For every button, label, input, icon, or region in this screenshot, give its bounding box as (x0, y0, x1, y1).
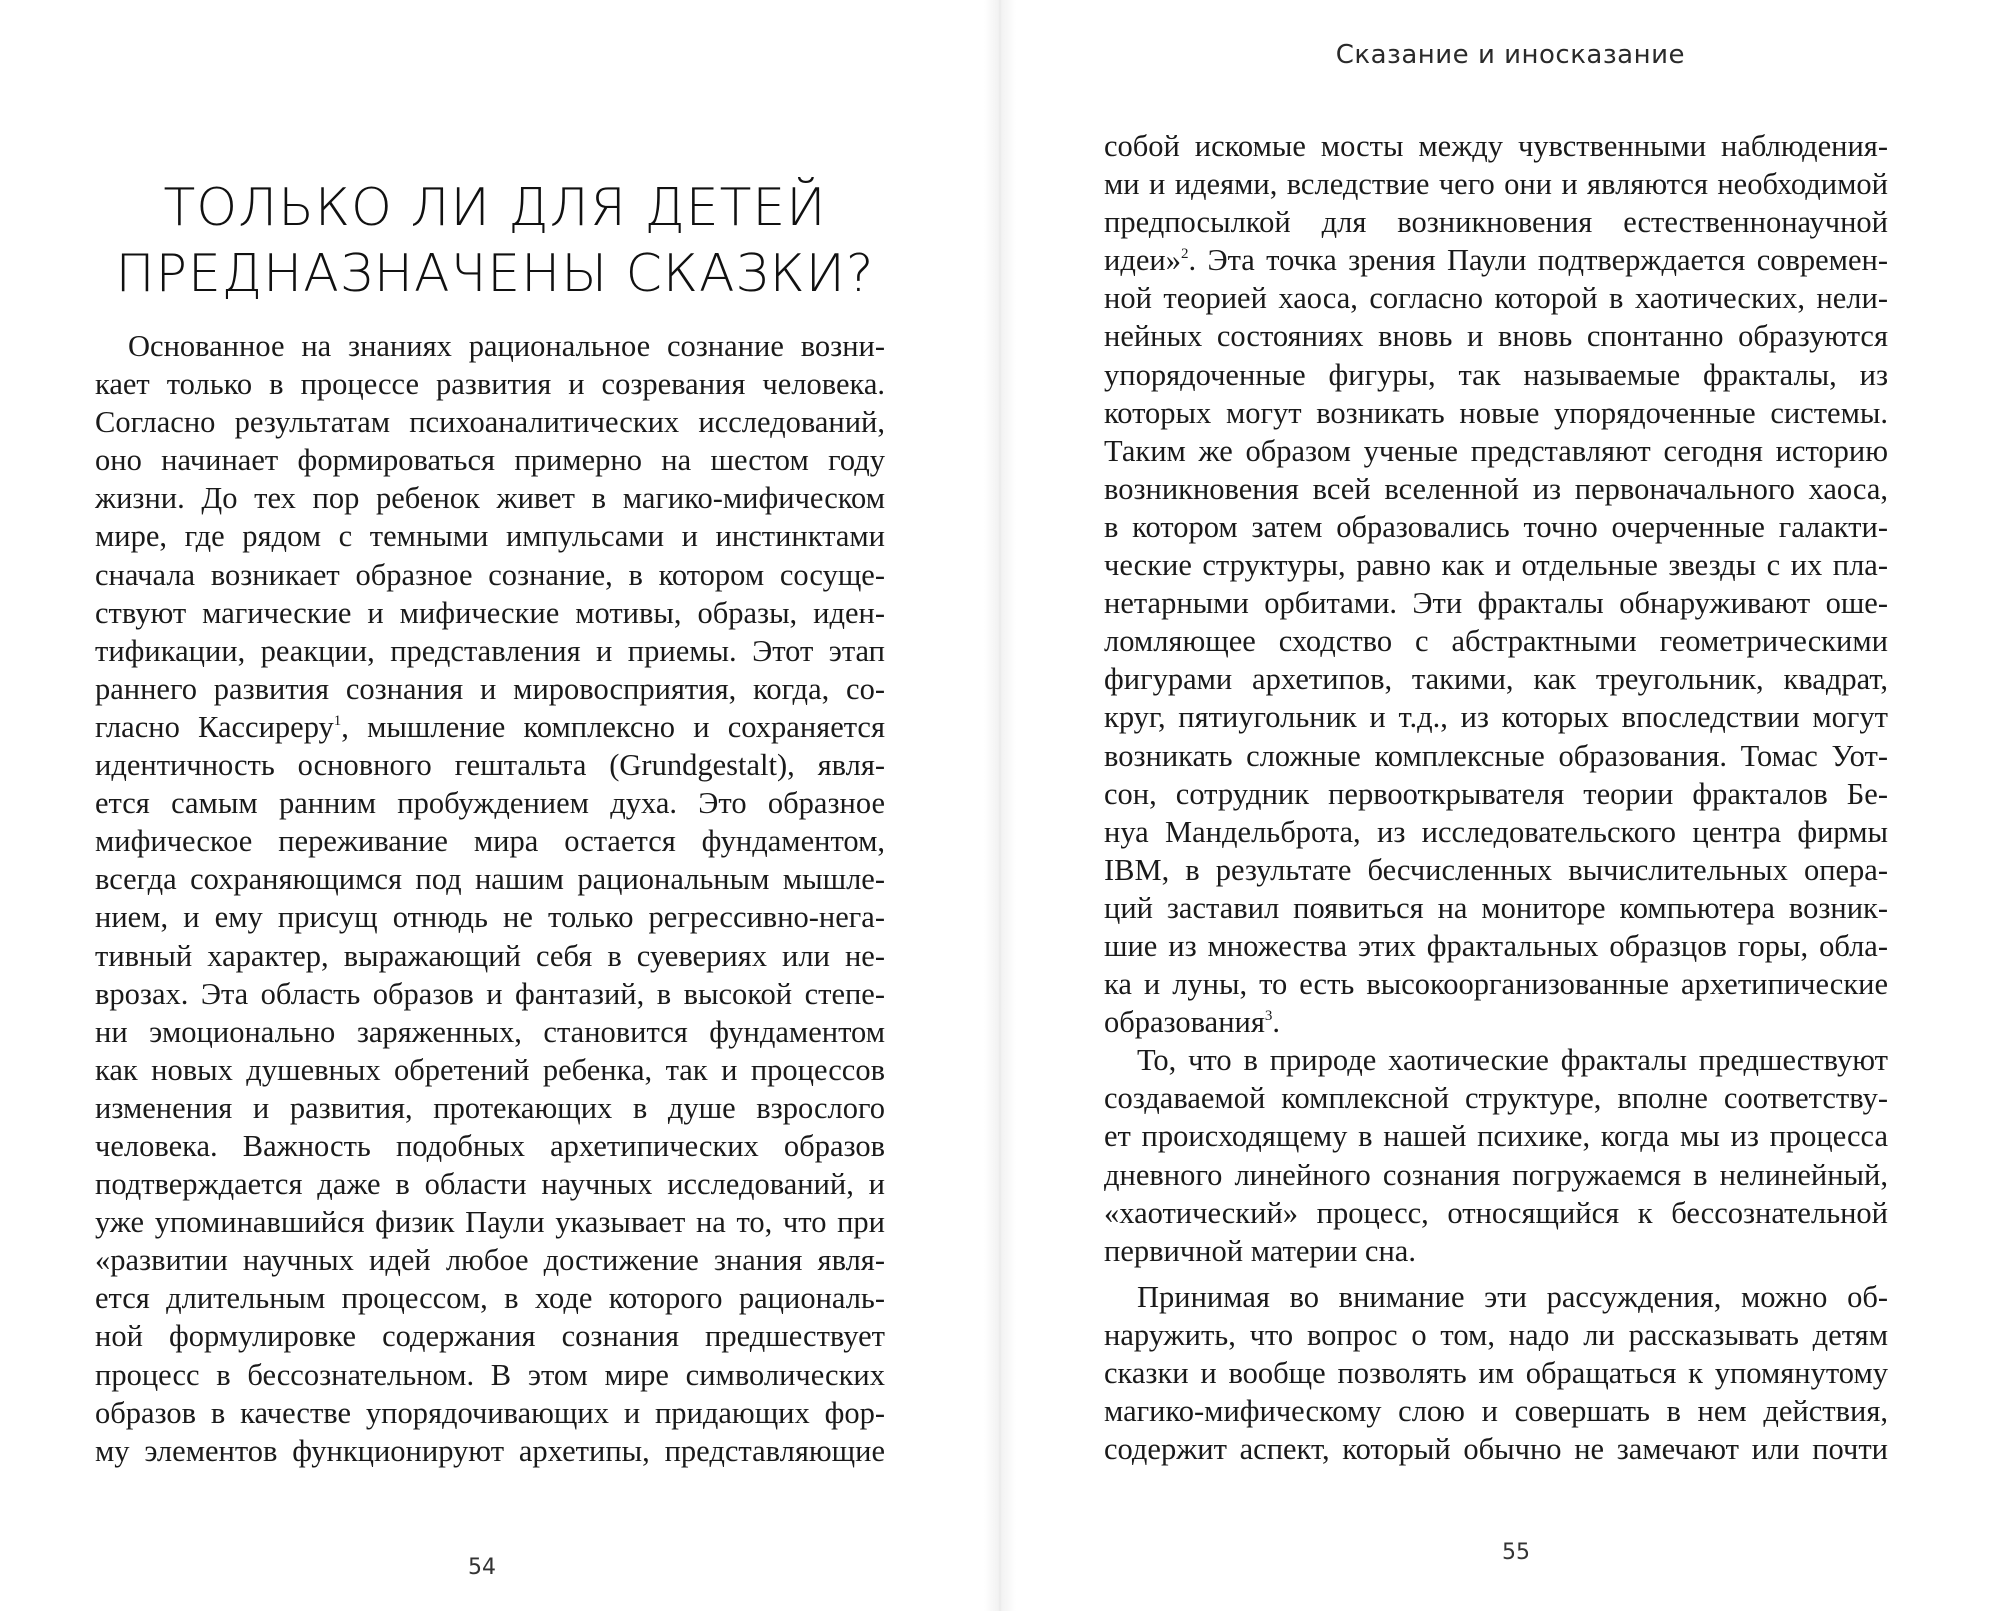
text-line (1104, 127, 1888, 165)
text-line-content: ной формулировке содержания сознания предшествует (95, 1319, 885, 1354)
text-line-content: собой искомые мосты между чувственными наблюдения- (1104, 129, 1888, 163)
text-line-content: первичной материи сна. (1104, 1233, 1416, 1268)
chapter-title-line: ТОЛЬКО ЛИ ДЛЯ ДЕТЕЙ (163, 177, 827, 238)
text-line (95, 1203, 885, 1241)
text-line-content: возникать сложные комплексные образования. Томас Уот- (1104, 738, 1888, 773)
text-line-content: содержит аспект, который обычно не замечают или почти (1104, 1432, 1888, 1467)
text-line-content: круг, пятиугольник и т.д., из которых впоследствии могут (1104, 700, 1888, 735)
text-line-content: сон, сотрудник первооткрывателя теории фракталов Бе- (1104, 776, 1888, 811)
text-line-content: дневного линейного сознания погружаемся в нелинейный, (1104, 1157, 1888, 1192)
text-line (95, 1394, 885, 1432)
text-line-content: . (1272, 1005, 1281, 1040)
text-line (95, 1051, 885, 1089)
text-line (95, 517, 885, 555)
text-line-content: уже упоминавшийся физик Паули указывает на то, что при (95, 1205, 885, 1240)
text-line-content: изменения и развития, протекающих в душе взрослого (95, 1090, 885, 1125)
page-number: 54 (468, 1555, 496, 1580)
text-line-content: ется длительным процессом, в ходе которого рациональ- (95, 1281, 885, 1316)
text-line (95, 1279, 885, 1317)
text-line-content: «развитии научных идей любое достижение знания явля- (95, 1243, 885, 1278)
text-line (1104, 317, 1888, 355)
text-line-content: То, что в природе хаотические фракталы предшествуют (1137, 1043, 1888, 1078)
text-line (95, 1013, 885, 1051)
text-line-content: «хаотический» процесс, относящийся к бессознательной (1104, 1195, 1888, 1230)
text-line-content: ствуют магические и мифические мотивы, образы, иден- (95, 595, 885, 630)
text-line (95, 898, 885, 936)
text-line-content: ческие структуры, равно как и отдельные звезды с их пла- (1104, 548, 1888, 583)
text-line-content: человека. Важность подобных архетипических образов (95, 1128, 885, 1163)
chapter-title (95, 175, 895, 307)
text-line-content: , мышление комплексно и сохраняется (341, 709, 885, 744)
text-line (1104, 1079, 1888, 1117)
text-line (95, 1165, 885, 1203)
text-line (1104, 775, 1888, 813)
text-line-content: предпосылкой для возникновения естественнонаучной (1104, 205, 1888, 240)
text-line-content: Согласно результатам психоаналитических исследований, (95, 405, 885, 440)
text-line (95, 1317, 885, 1355)
chapter-title-line: ПРЕДНАЗНАЧЕНЫ СКАЗКИ? (115, 243, 875, 304)
text-line (1104, 622, 1888, 660)
text-line (1104, 1392, 1888, 1430)
running-head: Сказание и иносказание (1335, 40, 1685, 70)
text-line (1104, 1156, 1888, 1194)
text-line (1104, 165, 1888, 203)
text-line (1104, 1430, 1888, 1468)
text-line (95, 403, 885, 441)
text-line (1104, 737, 1888, 775)
text-line (1104, 698, 1888, 736)
text-line-content: идеи» (1104, 243, 1181, 278)
text-line-content: наружить, что вопрос о том, надо ли рассказывать детям (1104, 1317, 1888, 1352)
text-line (1104, 584, 1888, 622)
text-line-content: нуа Мандельброта, из исследовательского центра фирмы (1104, 814, 1888, 849)
footnote-marker: 1 (333, 712, 342, 729)
text-line (95, 1127, 885, 1165)
text-line (1104, 1316, 1888, 1354)
text-line-content: идентичность основного гештальта (Grundgestalt), явля- (95, 748, 885, 783)
text-line-content: нием, и ему присущ отнюдь не только регрессивно-нега- (95, 900, 885, 935)
text-line (95, 975, 885, 1013)
text-line-content: мифическое переживание мира остается фундаментом, (95, 824, 885, 859)
text-line-content: магико-мифическому слою и совершать в нем действия, (1104, 1394, 1888, 1429)
text-line-content: образов в качестве упорядочивающих и придающих фор- (95, 1395, 885, 1430)
text-line-content: ется самым ранним пробуждением духа. Это образное (95, 786, 885, 821)
text-line-content: жизни. До тех пор ребенок живет в магико-мифическом (95, 481, 885, 516)
text-line-content: оно начинает формироваться примерно на шестом году (95, 443, 885, 478)
text-line (1104, 546, 1888, 584)
text-line (1104, 241, 1888, 279)
text-line (1104, 965, 1888, 1003)
text-line-content: сначала возникает образное сознание, в котором сосуще- (95, 557, 885, 592)
text-line-content: ка и луны, то есть высокоорганизованные архетипические (1104, 967, 1888, 1002)
text-line-content: Таким же образом ученые представляют сегодня историю (1104, 433, 1888, 468)
text-line-content: которых могут возникать новые упорядоченные системы. (1104, 395, 1888, 430)
text-line-content: IBM, в результате бесчисленных вычислительных опера- (1104, 852, 1888, 887)
text-line (1104, 1117, 1888, 1155)
text-line (1104, 203, 1888, 241)
text-line (1104, 1194, 1888, 1232)
text-line-content: нейных состояниях вновь и вновь спонтанно образуются (1104, 319, 1888, 354)
text-line-content: процесс в бессознательном. В этом мире символических (95, 1357, 885, 1392)
text-line (95, 632, 885, 670)
text-line-content: . Эта точка зрения Паули подтверждается современ- (1188, 243, 1888, 278)
text-line-content: образования (1104, 1005, 1265, 1040)
text-line (95, 441, 885, 479)
text-line (1104, 660, 1888, 698)
text-line-content: нетарными орбитами. Эти фракталы обнаруживают оше- (1104, 586, 1888, 621)
text-line (95, 708, 885, 746)
text-line (95, 1356, 885, 1394)
text-line (1104, 889, 1888, 927)
text-line (95, 1241, 885, 1279)
text-line (1104, 927, 1888, 965)
text-line-content: ет происходящему в нашей психике, когда мы из процесса (1104, 1119, 1888, 1154)
text-line-content: ми и идеями, вследствие чего они и являются необходимой (1104, 167, 1888, 202)
text-line (95, 937, 885, 975)
text-line-content: му элементов функционируют архетипы, представляющие (95, 1433, 885, 1468)
text-line-content: возникновения всей вселенной из первоначального хаоса, (1104, 471, 1888, 506)
text-line-content: в котором затем образовались точно очерченные галакти- (1104, 509, 1888, 544)
text-line-content: кает только в процессе развития и созревания человека. (95, 367, 885, 402)
text-line (1104, 813, 1888, 851)
text-line (95, 746, 885, 784)
text-line-content: ций заставил появиться на мониторе компьютера возник- (1104, 890, 1888, 925)
text-line (95, 327, 885, 365)
text-line (1104, 1354, 1888, 1392)
text-line (95, 1432, 885, 1470)
text-line (1104, 279, 1888, 317)
text-line-content: упорядоченные фигуры, так называемые фракталы, из (1104, 357, 1888, 392)
text-line-content: мире, где рядом с темными импульсами и инстинктами (95, 519, 885, 554)
text-line-content: ломляющее сходство с абстрактными геометрическими (1104, 624, 1888, 659)
text-line-content: создаваемой комплексной структуре, вполне соответству- (1104, 1081, 1888, 1116)
text-line-content: врозах. Эта область образов и фантазий, в высокой степе- (95, 976, 885, 1011)
text-line (95, 822, 885, 860)
text-line-content: ни эмоционально заряженных, становится фундаментом (95, 1014, 885, 1049)
text-line (1104, 1003, 1888, 1041)
text-line (1104, 508, 1888, 546)
text-line-content: подтверждается даже в области научных исследований, и (95, 1167, 885, 1202)
text-line-content: Основанное на знаниях рациональное сознание возни- (128, 329, 885, 363)
text-line (95, 784, 885, 822)
text-line-content: ной теорией хаоса, согласно которой в хаотических, нели- (1104, 281, 1888, 316)
text-line-content: как новых душевных обретений ребенка, так и процессов (95, 1052, 885, 1087)
text-line (95, 670, 885, 708)
text-line-content: шие из множества этих фрактальных образцов горы, обла- (1104, 928, 1888, 963)
text-line-content: тификации, реакции, представления и приемы. Этот этап (95, 633, 885, 668)
text-line-content: Принимая во внимание эти рассуждения, можно об- (1137, 1279, 1888, 1314)
text-line-content: сказки и вообще позволять им обращаться к упомянутому (1104, 1356, 1888, 1390)
text-line (95, 556, 885, 594)
text-line (95, 1089, 885, 1127)
text-line (95, 860, 885, 898)
text-line (1104, 394, 1888, 432)
page-number: 55 (1502, 1540, 1530, 1565)
left-body-text (95, 327, 885, 1470)
text-line (95, 594, 885, 632)
text-line (1104, 1232, 1888, 1270)
text-line (1104, 356, 1888, 394)
text-line-content: тивный характер, выражающий себя в суевериях или не- (95, 938, 885, 973)
right-page (1000, 0, 2000, 1611)
footnote-marker: 2 (1180, 246, 1189, 263)
text-line (95, 365, 885, 403)
footnote-marker: 3 (1264, 1008, 1273, 1025)
text-line (1104, 1278, 1888, 1316)
text-line (95, 479, 885, 517)
text-line (1104, 432, 1888, 470)
text-line-content: раннего развития сознания и мировосприятия, когда, со- (95, 671, 885, 706)
text-line (1104, 1041, 1888, 1079)
text-line-content: гласно Кассиреру (95, 709, 334, 744)
right-body-text (1104, 127, 1888, 1468)
text-line-content: всегда сохраняющимся под нашим рациональным мышле- (95, 862, 885, 897)
text-line-content: фигурами архетипов, такими, как треугольник, квадрат, (1104, 662, 1888, 697)
text-line (1104, 851, 1888, 889)
text-line (1104, 470, 1888, 508)
